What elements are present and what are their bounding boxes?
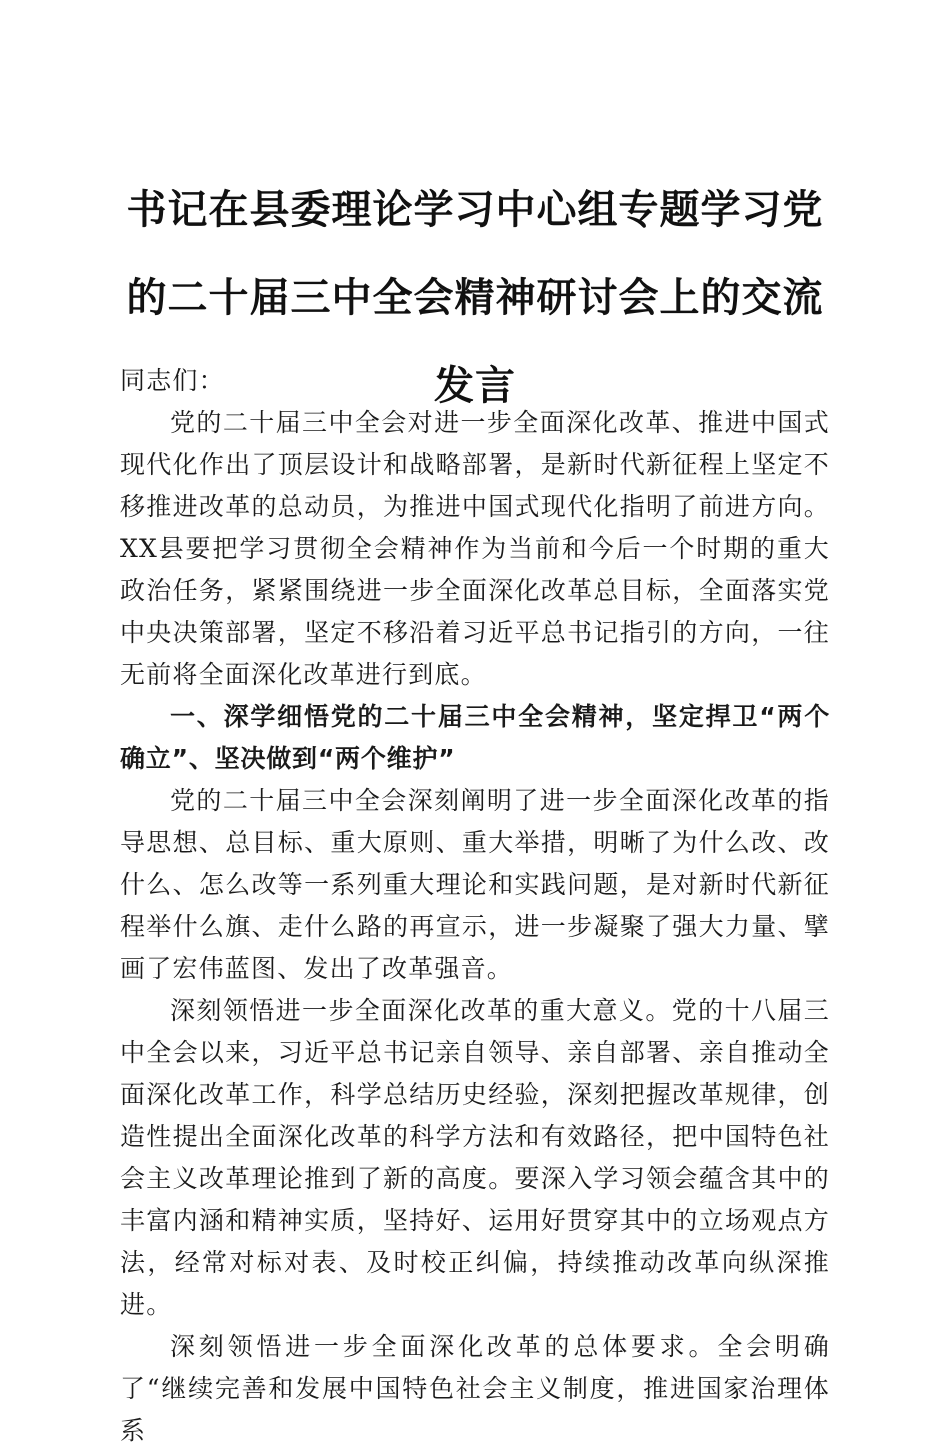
intro-paragraph: 党的二十届三中全会对进一步全面深化改革、推进中国式现代化作出了顶层设计和战略部署，是新时代新征程上坚定不移推进改革的总动员，为推进中国式现代化指明了前进方向。XX县要把学习贯彻全会精神作为当前和今后一个时期的重大政治任务，紧紧围绕进一步全面深化改革总目标，全面落实党中央决策部署，坚定不移沿着习近平总书记指引的方向，一往无前将全面深化改革进行到底。 [120,408,830,689]
section-1-paragraph-3: 深刻领悟进一步全面深化改革的总体要求。全会明确了“继续完善和发展中国特色社会主义制度，推进国家治理体系 [120,1332,830,1445]
salutation: 同志们： [120,366,225,395]
section-heading-1: 一、深学细悟党的二十届三中全会精神，坚定捍卫“两个确立”、坚决做到“两个维护” [120,702,830,773]
section-1-paragraph-1: 党的二十届三中全会深刻阐明了进一步全面深化改革的指导思想、总目标、重大原则、重大举措，明晰了为什么改、改什么、怎么改等一系列重大理论和实践问题，是对新时代新征程举什么旗、走什么路的再宣示，进一步凝聚了强大力量、擘画了宏伟蓝图、发出了改革强音。 [120,786,830,983]
section-1-paragraph-2: 深刻领悟进一步全面深化改革的重大意义。党的十八届三中全会以来，习近平总书记亲自领导、亲自部署、亲自推动全面深化改革工作，科学总结历史经验，深刻把握改革规律，创造性提出全面深化改革的科学方法和有效路径，把中国特色社会主义改革理论推到了新的高度。要深入学习领会蕴含其中的丰富内涵和精神实质，坚持好、运用好贯穿其中的立场观点方法，经常对标对表、及时校正纠偏，持续推动改革向纵深推进。 [120,996,830,1319]
document-title: 书记在县委理论学习中心组专题学习党的二十届三中全会精神研讨会上的交流发言 [126,186,824,409]
document-body [120,360,830,1452]
